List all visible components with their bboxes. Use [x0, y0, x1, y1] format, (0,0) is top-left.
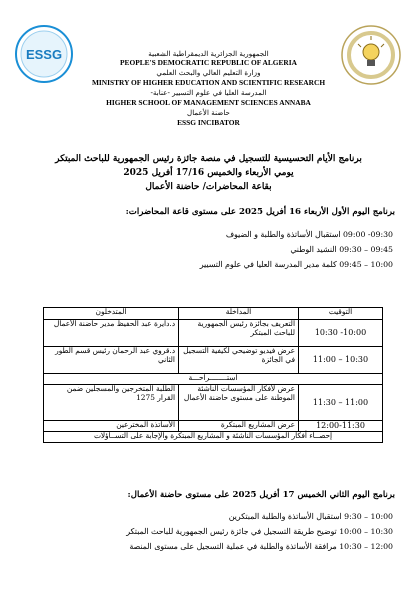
day1-item: [200, 260, 393, 269]
day2-item: [126, 527, 393, 536]
header-en-ministry: MINISTRY OF HIGHER EDUCATION AND SCIENTIFIC RESEARCH: [91, 78, 326, 87]
row-talk: عرض المشاريع المبتكرة: [179, 421, 299, 432]
closing-label: إحصــاء أفكار المؤسسات الناشئة و المشاريع المبتكرة والإجابة على التســاؤلات: [44, 432, 383, 443]
day2-heading: برنامج اليوم الثاني الخميس 17 أفريل 2025 على مستوى حاضنة الأعمال:: [127, 490, 395, 500]
day1-item: [226, 230, 393, 239]
header-en-school: HIGHER SCHOOL OF MANAGEMENT SCIENCES ANNABA: [106, 98, 311, 107]
row-speaker: د.قروي عبد الرحمان رئيس قسم الطور الثاني: [44, 347, 179, 374]
header-ar-republic: الجمهورية الجزائرية الديمقراطية الشعبية: [148, 49, 269, 58]
item-text: توضيح طريقة التسجيل في جائزة رئيس الجمهورية للباحث المبتكر: [126, 527, 337, 536]
item-text: كلمة مدير المدرسة العليا في علوم التسيير: [199, 260, 337, 269]
day2-item: [129, 542, 393, 551]
item-time: 9:30 – 10:00: [344, 512, 393, 521]
item-text: استقبال الأساتذة والطلبة و الضيوف: [225, 230, 341, 239]
header-en-incubator: ESSG INCIBATOR: [177, 118, 240, 127]
table-row: [44, 320, 383, 347]
header-ar-incubator: حاضنة الأعمال: [187, 108, 230, 117]
row-time: 12:00-11:30: [299, 421, 383, 432]
item-time: 09:45 – 10:00: [339, 260, 393, 269]
break-label: استــــــــراحـــة: [44, 374, 383, 385]
break-row: [44, 374, 383, 385]
incubator-logo: [340, 24, 402, 86]
day1-item: [290, 245, 393, 254]
table-row: [44, 347, 383, 374]
header-en-republic: PEOPLE'S DEMOCRATIC REPUBLIC OF ALGERIA: [120, 58, 297, 67]
item-time: 10:30 – 12:00: [339, 542, 393, 551]
header-ar-ministry: وزارة التعليم العالي والبحث العلمي: [156, 68, 261, 77]
row-talk: التعريف بجائزة رئيس الجمهورية للباحث المبتكر: [179, 320, 299, 347]
item-text: استقبال الأساتذة والطلبة المبتكرين: [228, 512, 342, 521]
item-time: 10:00 – 10:30: [339, 527, 393, 536]
item-time: 09:30 – 09:45: [339, 245, 393, 254]
row-speaker: الطلبة المتخرجين والمسجلين ضمن القرار 1275: [44, 385, 179, 421]
table-row: [44, 421, 383, 432]
item-text: النشيد الوطني: [290, 245, 337, 254]
item-text: مرافقة الأساتذة والطلبة في عملية التسجيل على مستوى المنصة: [129, 542, 337, 551]
day1-table: [43, 307, 383, 443]
row-speaker: الأساتذة المخترعين: [44, 421, 179, 432]
row-talk: عرض لأفكار المؤسسات الناشئة الموطنة على مستوى حاضنة الأعمال: [179, 385, 299, 421]
logo-left-text: ESSG: [25, 47, 63, 62]
program-venue: بقاعة المحاضرات/ حاضنة الأعمال: [145, 182, 272, 192]
table-header-row: [44, 308, 383, 320]
essg-logo: [14, 24, 74, 84]
header-talk: المداخلة: [179, 308, 299, 320]
header-time: التوقيت: [299, 308, 383, 320]
header-speakers: المتدخلون: [44, 308, 179, 320]
program-title: برنامج الأيام التحسيسية للتسجيل في منصة جائزة رئيس الجمهورية للباحث المبتكر: [55, 154, 362, 164]
header-ar-school: المدرسة العليا في علوم التسيير -عنابة-: [150, 88, 267, 97]
item-time: 09:00 -09:30: [342, 230, 393, 239]
day1-heading: برنامج اليوم الأول الأربعاء 16 أفريل 2025 على مستوى قاعة المحاضرات:: [125, 207, 395, 217]
row-time: 11:00 – 10:30: [299, 347, 383, 374]
row-time: 11:30 – 11:00: [299, 385, 383, 421]
table-row: [44, 385, 383, 421]
row-talk: عرض فيديو توضيحي لكيفية التسجيل في الجائزة: [179, 347, 299, 374]
closing-row: [44, 432, 383, 443]
row-time: 10:30 -10:00: [299, 320, 383, 347]
day2-item: [229, 512, 393, 521]
row-speaker: د.دايرة عبد الحفيظ مدير حاضنة الأعمال: [44, 320, 179, 347]
program-dates: يومي الأربعاء والخميس 17/16 أفريل 2025: [123, 168, 294, 178]
